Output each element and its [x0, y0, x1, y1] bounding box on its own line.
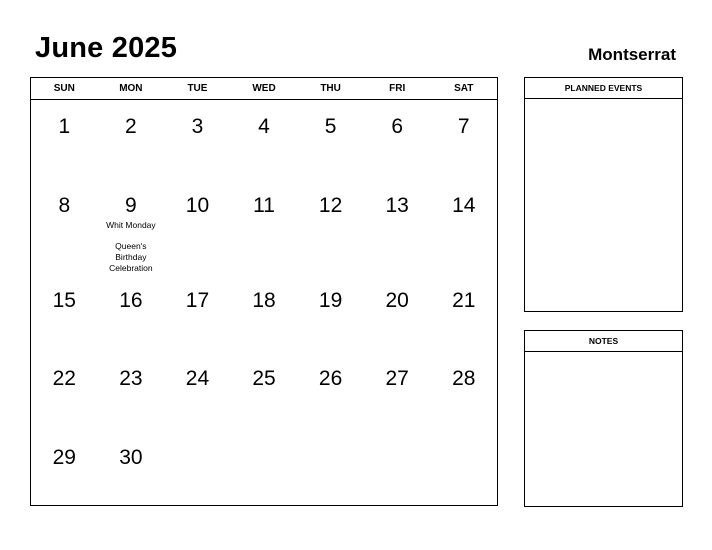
day-cell[interactable] [31, 274, 98, 352]
day-cell[interactable] [231, 274, 298, 352]
day-cell[interactable] [31, 431, 98, 507]
weekday-label: FRI [389, 83, 406, 94]
weekday-label: MON [119, 83, 143, 94]
day-cell[interactable] [231, 352, 298, 431]
day-number: 3 [191, 115, 204, 138]
day-cell[interactable] [98, 100, 165, 179]
day-number: 18 [252, 289, 276, 312]
day-number: 22 [52, 367, 76, 390]
day-cell[interactable] [231, 179, 298, 274]
day-number: 26 [318, 367, 343, 390]
day-number: 28 [452, 367, 476, 390]
day-cell[interactable] [31, 352, 98, 431]
holiday-label: Whit Monday [106, 220, 156, 230]
day-number: 25 [252, 367, 276, 390]
day-cell[interactable] [98, 352, 165, 431]
day-number: 1 [58, 115, 71, 138]
day-cell[interactable] [31, 179, 98, 274]
day-cell[interactable] [364, 274, 431, 352]
day-cell[interactable] [297, 179, 364, 274]
notes-heading: NOTES [525, 331, 682, 352]
weeks-container [31, 100, 497, 507]
day-number: 4 [258, 115, 270, 138]
day-number: 21 [452, 289, 476, 312]
weekday-label: SUN [53, 83, 75, 94]
week-row [31, 431, 497, 507]
day-cell[interactable] [297, 352, 364, 431]
day-number: 11 [253, 194, 275, 217]
planned-events-heading: PLANNED EVENTS [525, 78, 682, 99]
day-cell[interactable] [297, 100, 364, 179]
day-number: 14 [452, 194, 476, 217]
day-number: 9 [125, 194, 137, 217]
week-row [31, 274, 497, 352]
day-cell[interactable] [430, 179, 497, 274]
day-cell [430, 431, 497, 507]
weekday-label: SAT [454, 83, 474, 94]
holiday-label: Queen's Birthday Celebration [109, 241, 153, 273]
day-number: 2 [125, 115, 137, 138]
day-number: 15 [52, 289, 76, 312]
day-number: 27 [385, 367, 409, 390]
day-cell[interactable] [164, 274, 231, 352]
day-cell[interactable] [31, 100, 98, 179]
page-title: June 2025 [35, 32, 178, 64]
day-cell[interactable] [98, 431, 165, 507]
notes-panel[interactable] [524, 330, 683, 507]
day-cell[interactable] [164, 352, 231, 431]
day-number: 8 [58, 194, 71, 217]
day-cell[interactable] [430, 352, 497, 431]
day-cell [297, 431, 364, 507]
week-row [31, 179, 497, 274]
day-number: 6 [391, 115, 404, 138]
day-cell [231, 431, 298, 507]
day-number: 7 [457, 115, 470, 138]
day-number: 16 [119, 289, 143, 312]
weekday-label: TUE [187, 83, 208, 94]
day-cell[interactable] [98, 274, 165, 352]
weekday-label: THU [320, 83, 341, 94]
day-number: 19 [318, 289, 343, 312]
day-number: 12 [318, 194, 343, 217]
day-cell[interactable] [164, 100, 231, 179]
day-cell [164, 431, 231, 507]
day-cell[interactable] [430, 100, 497, 179]
calendar-grid [30, 77, 498, 506]
day-cell[interactable] [231, 100, 298, 179]
week-row [31, 352, 497, 431]
day-number: 30 [119, 446, 143, 469]
day-number: 23 [119, 367, 143, 390]
planned-events-panel[interactable] [524, 77, 683, 312]
day-cell [364, 431, 431, 507]
day-cell[interactable] [98, 179, 165, 274]
week-row [31, 100, 497, 179]
day-number: 24 [185, 367, 210, 390]
day-number: 20 [385, 289, 409, 312]
day-cell[interactable] [164, 179, 231, 274]
day-cell[interactable] [364, 100, 431, 179]
weekday-label: WED [252, 83, 276, 94]
day-cell[interactable] [297, 274, 364, 352]
day-cell[interactable] [430, 274, 497, 352]
day-number: 10 [185, 194, 210, 217]
country-label: Montserrat [588, 45, 676, 64]
weekday-header [31, 78, 497, 100]
day-number: 13 [385, 194, 409, 217]
day-number: 29 [52, 446, 76, 469]
day-number: 17 [185, 289, 210, 312]
day-number: 5 [324, 115, 337, 138]
day-cell[interactable] [364, 179, 431, 274]
day-cell[interactable] [364, 352, 431, 431]
